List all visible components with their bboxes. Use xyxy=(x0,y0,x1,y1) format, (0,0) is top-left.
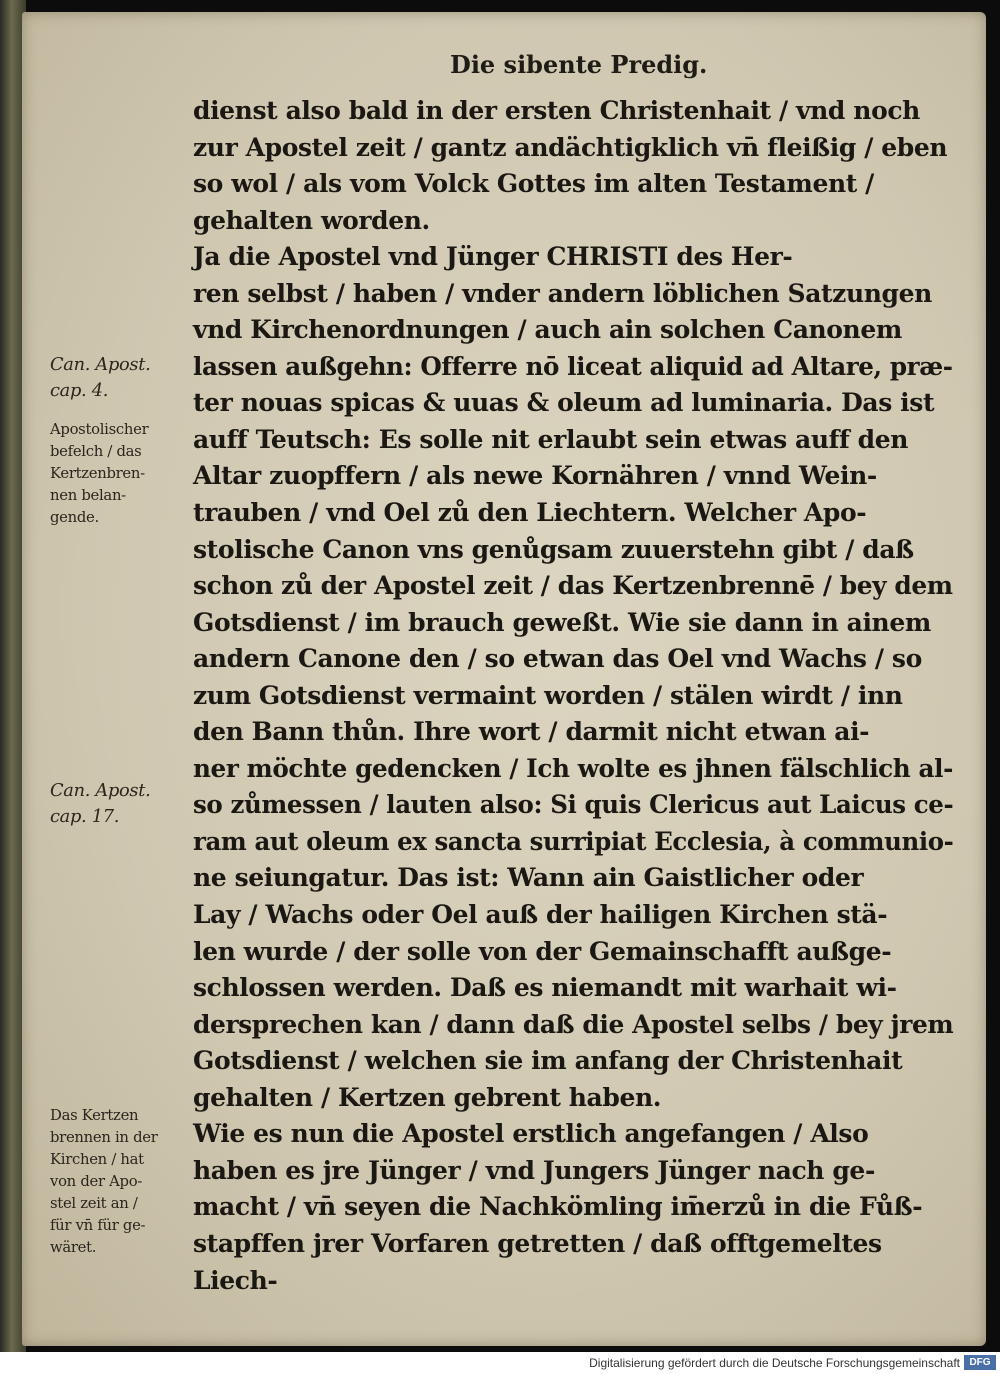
text-line: schon zů der Apostel zeit / das Kertzenbrennē / bey dem xyxy=(193,571,953,601)
text-line: stolische Canon vns genůgsam zuuerstehn gibt / daß xyxy=(193,534,914,564)
text-line: andern Canone den / so etwan das Oel vnd Wachs / so xyxy=(193,644,922,674)
text-line: schlossen werden. Daß es niemandt mit warhait wi- xyxy=(193,973,897,1003)
text-line: ram aut oleum ex sancta surripiat Ecclesia, à communio- xyxy=(193,826,954,856)
margin-line: stel zeit an / xyxy=(50,1194,138,1212)
text-line: Liech- xyxy=(193,1265,278,1295)
text-line: lassen außgehn: Offerre nō liceat aliquid ad Altare, præ- xyxy=(193,351,953,381)
text-line: den Bann thůn. Ihre wort / darmit nicht etwan ai- xyxy=(193,717,870,747)
margin-line: nen belan- xyxy=(50,486,126,504)
margin-line: gende. xyxy=(50,508,99,526)
text-line: Ja die Apostel vnd Jünger CHRISTI des Her- xyxy=(193,242,793,272)
main-text-column xyxy=(193,93,953,1299)
text-line: vnd Kirchenordnungen / auch ain solchen Canonem xyxy=(193,315,902,345)
text-line: len wurde / der solle von der Gemainschafft außge- xyxy=(193,936,892,966)
margin-line: Das Kertzen xyxy=(50,1106,139,1124)
margin-line: Apostolischer xyxy=(50,420,149,438)
text-line: gehalten / Kertzen gebrent haben. xyxy=(193,1082,662,1112)
text-line: macht / vn̄ seyen die Nachkömling im̄erzů in die Fůß- xyxy=(193,1192,923,1222)
text-line: dienst also bald in der ersten Christenhait / vnd noch xyxy=(193,96,920,125)
text-line: Wie es nun die Apostel erstlich angefangen / Also xyxy=(193,1119,869,1149)
running-head: Die sibente Predig. xyxy=(450,50,708,79)
margin-note-apostel-zeit xyxy=(50,1104,200,1258)
margin-line: Kirchen / hat xyxy=(50,1150,144,1168)
margin-line: von der Apo- xyxy=(50,1172,143,1190)
margin-note-kertzenbrennen xyxy=(50,418,200,528)
margin-line: wäret. xyxy=(50,1238,97,1256)
margin-line: befelch / das xyxy=(50,442,142,460)
text-line: zum Gotsdienst vermaint worden / stälen wirdt / inn xyxy=(193,680,903,710)
text-line: zur Apostel zeit / gantz andächtigklich vn̄ fleißig / eben xyxy=(193,132,948,162)
margin-line: Can. Apost. xyxy=(50,354,151,375)
text-line: ner möchte gedencken / Ich wolte es jhnen fälschlich al- xyxy=(193,753,953,783)
text-line: Gotsdienst / im brauch geweßt. Wie sie dann in ainem xyxy=(193,607,931,637)
footer-credit: Digitalisierung gefördert durch die Deutsche Forschungsgemeinschaft xyxy=(589,1356,960,1370)
text-line: so zůmessen / lauten also: Si quis Clericus aut Laicus ce- xyxy=(193,790,954,820)
margin-line: cap. 4. xyxy=(50,380,109,401)
text-line: Lay / Wachs oder Oel auß der hailigen Kirchen stä- xyxy=(193,900,888,930)
margin-line: brennen in der xyxy=(50,1128,158,1146)
text-line: Altar zuopffern / als newe Kornähren / vnnd Wein- xyxy=(193,461,877,491)
footer-bar xyxy=(0,1352,1000,1374)
margin-line: für vn̄ für ge- xyxy=(50,1216,146,1234)
margin-line: Kertzenbren- xyxy=(50,464,145,482)
text-line: stapffen jrer Vorfaren getretten / daß offtgemeltes xyxy=(193,1228,882,1258)
dfg-logo: DFG xyxy=(964,1355,996,1370)
margin-note-canon-17 xyxy=(50,778,200,830)
text-line: so wol / als vom Volck Gottes im alten Testament / xyxy=(193,169,874,199)
text-line: haben es jre Jünger / vnd Jungers Jünger nach ge- xyxy=(193,1155,875,1185)
text-line: trauben / vnd Oel zů den Liechtern. Welcher Apo- xyxy=(193,498,867,528)
margin-line: Can. Apost. xyxy=(50,780,151,801)
text-line: ne seiungatur. Das ist: Wann ain Gaistlicher oder xyxy=(193,863,864,893)
text-line: dersprechen kan / dann daß die Apostel selbs / bey jrem xyxy=(193,1009,954,1039)
text-line: ter nouas spicas & uuas & oleum ad luminaria. Das ist xyxy=(193,388,935,418)
text-line: auff Teutsch: Es solle nit erlaubt sein etwas auff den xyxy=(193,424,909,454)
margin-line: cap. 17. xyxy=(50,806,120,827)
text-line: gehalten worden. xyxy=(193,205,430,235)
text-line: Gotsdienst / welchen sie im anfang der Christenhait xyxy=(193,1046,903,1076)
text-line: ren selbst / haben / vnder andern löblichen Satzungen xyxy=(193,278,932,308)
margin-note-canon-4 xyxy=(50,352,200,404)
